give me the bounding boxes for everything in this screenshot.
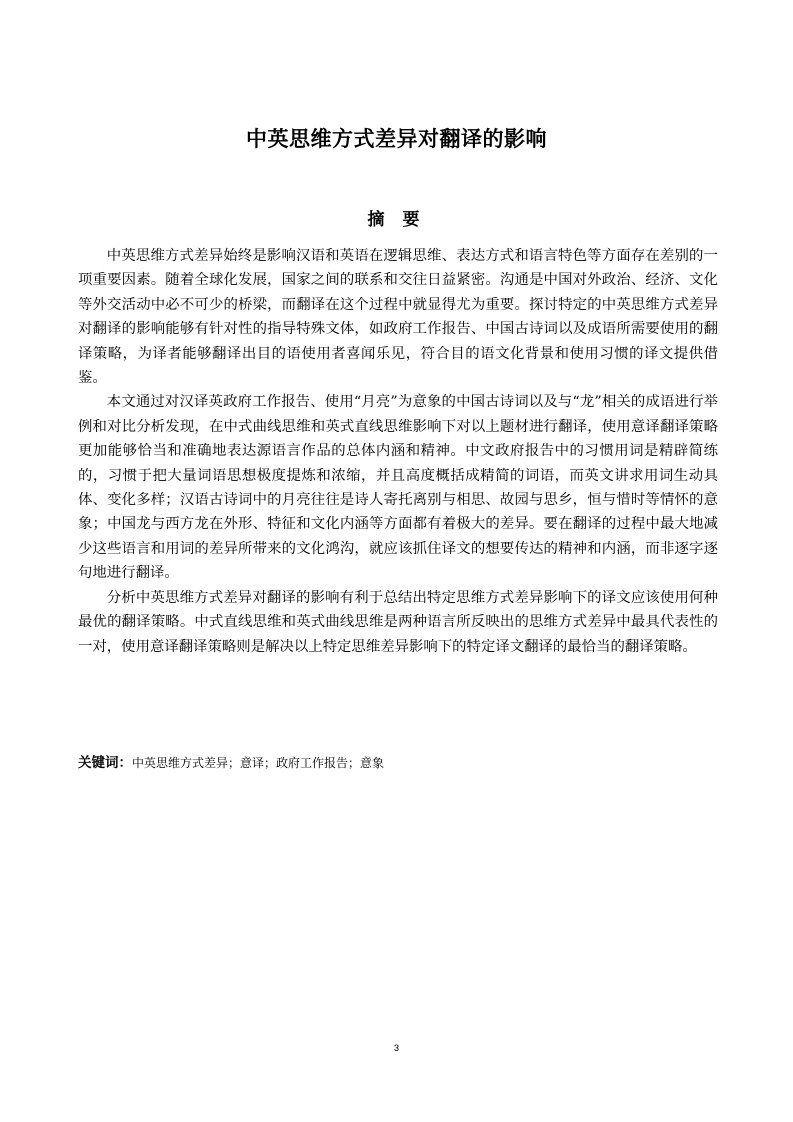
abstract-paragraph-3: 分析中英思维方式差异对翻译的影响有利于总结出特定思维方式差异影响下的译文应该使用何种最优的翻译策略。中式直线思维和英式曲线思维是两种语言所反映出的思维方式差异中最具代表性的一对，使用意译翻译策略则是解决以上特定思维差异影响下的特定译文翻译的最恰当的翻译策略。 bbox=[78, 589, 718, 655]
abstract-paragraph-2: 本文通过对汉译英政府工作报告、使用“月亮”为意象的中国古诗词以及与“龙”相关的成语进行举例和对比分析发现，在中式曲线思维和英式直线思维影响下对以上题材进行翻译，使用意译翻译策略更加能够恰当和准确地表达源语言作品的总体内涵和精神。中文政府报告中的习惯用词是精辟简练的，习惯于把大量词语思想极度提炼和浓缩，并且高度概括成精简的词语，而英文讲求用词生动具体、变化多样；汉语古诗词中的月亮往往是诗人寄托离别与相思、故园与思乡，恒与惜时等情怀的意象；中国龙与西方龙在外形、特征和文化内涵等方面都有着极大的差异。要在翻译的过程中最大地减少这些语言和用词的差异所带来的文化鸿沟，就应该抓住译文的想要传达的精神和内涵，而非逐字逐句地进行翻译。 bbox=[78, 394, 718, 582]
keywords-text: 中英思维方式差异；意译；政府工作报告；意象 bbox=[132, 756, 385, 770]
keywords-label: 关键词： bbox=[78, 755, 132, 771]
abstract-heading: 摘 要 bbox=[367, 210, 426, 230]
abstract-body bbox=[78, 244, 718, 659]
keywords-line bbox=[78, 753, 718, 773]
page-number: 3 bbox=[393, 1043, 399, 1053]
abstract-paragraph-1: 中英思维方式差异始终是影响汉语和英语在逻辑思维、表达方式和语言特色等方面存在差别的一项重要因素。随着全球化发展，国家之间的联系和交往日益紧密。沟通是中国对外政治、经济、文化等外交活动中必不可少的桥梁，而翻译在这个过程中就显得尤为重要。探讨特定的中英思维方式差异对翻译的影响能够有针对性的指导特殊文体，如政府工作报告、中国古诗词以及成语所需要使用的翻译策略，为译者能够翻译出目的语使用者喜闻乐见，符合目的语文化背景和使用习惯的译文提供借鉴。 bbox=[78, 248, 718, 387]
document-title: 中英思维方式差异对翻译的影响 bbox=[246, 127, 547, 151]
